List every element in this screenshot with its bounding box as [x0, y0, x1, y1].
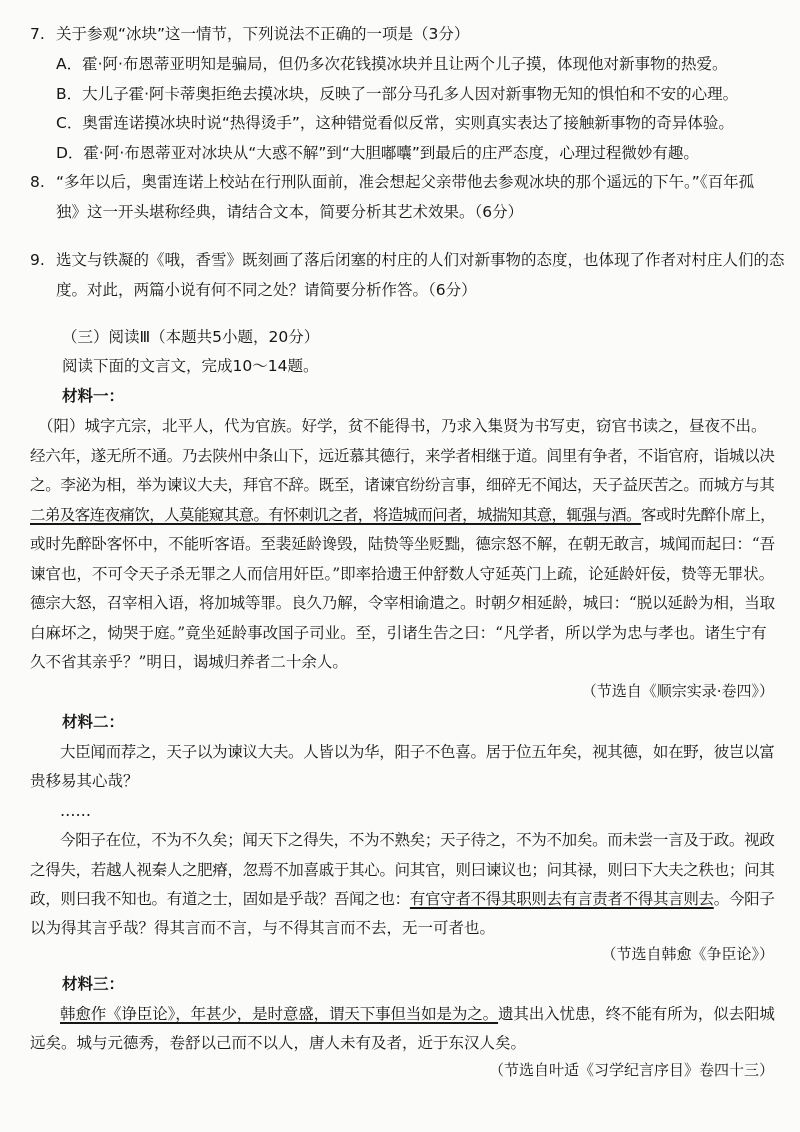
passage-line [30, 564, 774, 584]
question-8-line: “多年以后，奥雷连诺上校站在行刑队面前，准会想起父亲带他去参观冰块的那个遥远的下午。”《百年孤 [56, 173, 755, 191]
passage-text: 白麻坏之，恸哭于庭。”竟坐延龄事改国子司业。至，引诸生告之曰：“凡学者，所以学为忠与孝也。诸生宁有 [30, 624, 767, 642]
question-7-stem: 关于参观“冰块”这一情节，下列说法不正确的一项是（3分） [56, 25, 470, 43]
question-7-option-c: C．奥雷连诺摸冰块时说“热得烫手”，这种错觉看似反常，实则真实表达了接触新事物的奇异体验。 [56, 114, 734, 132]
material-1-source: （节选自《顺宗实录·卷四》） [581, 682, 774, 700]
underlined-sentence: 韩愈作《诤臣论》，年甚少，是时意盛，谓天下事但当如是为之。 [60, 1005, 499, 1023]
passage-text: 久不省其亲乎？”明日，谒城归养者二十余人。 [30, 653, 348, 671]
passage-line [30, 860, 775, 880]
passage-text: 以为得其言乎哉？得其言而不言，与不得其言而不去，无一可者也。 [30, 919, 496, 937]
passage-text: 客或时先醉仆席上， [640, 506, 776, 524]
material-2-label: 材料二： [62, 713, 125, 731]
passage-line [30, 889, 775, 909]
material-2-source: （节选自韩愈《争臣论》） [601, 945, 774, 963]
passage-text: 谏官也，不可令天子杀无罪之人而信用奸臣。”即率拾遗王仲舒数人守延英门上疏，论延龄奸佞，贽等无罪状。 [30, 565, 775, 583]
passage-line [30, 505, 775, 525]
passage-text: 今阳子在位，不为不久矣；闻天下之得失，不为不熟矣；天子待之，不为不加矣。而未尝一言及于政。视政 [60, 831, 775, 849]
passage-text: 经六年，遂无所不通。乃去陕州中条山下，远近慕其德行，来学者相继于道。闾里有争者，不诣官府，诣城以决 [30, 447, 775, 465]
passage-line [30, 771, 139, 791]
question-7-number: 7. [30, 25, 45, 43]
passage-text: 远矣。城与元德秀，卷舒以己而不以人，唐人未有及者，近于东汉人矣。 [30, 1034, 527, 1052]
passage-line [30, 446, 775, 466]
section-title: （三）阅读Ⅲ（本题共5小题，20分） [62, 328, 320, 346]
passage-line [30, 534, 775, 554]
underlined-sentence: 有怀刺讥之者，将造城而问者，城揣知其意，辄强与酒。 [268, 506, 641, 524]
underlined-sentence: 有官守者不得其职则去有言责者不得其言则去 [409, 890, 714, 908]
question-9-line: 度。对此，两篇小说有何不同之处？请简要分析作答。（6分） [56, 281, 477, 299]
passage-line [30, 918, 495, 938]
passage-line [60, 801, 91, 821]
question-7-option-d: D．霍·阿·布恩蒂亚对冰块从“大惑不解”到“大胆嘟囔”到最后的庄严态度，心理过程微妙有趣。 [56, 144, 699, 162]
passage-text: 遗其出入忧患，终不能有所为，似去阳城 [498, 1005, 775, 1023]
question-8-number: 8. [30, 173, 45, 191]
question-8-line: 独》这一开头堪称经典，请结合文本，简要分析其艺术效果。（6分） [56, 203, 524, 221]
question-9-number: 9. [30, 251, 45, 269]
passage-text: 德宗大怒，召宰相入语，将加城等罪。良久乃解，令宰相谕遣之。时朝夕相延龄，城曰：“脱以延龄为相，当取 [30, 594, 775, 612]
passage-line [38, 416, 767, 436]
material-3-label: 材料三： [62, 975, 125, 993]
passage-text: …… [60, 802, 91, 820]
passage-text: 贵移易其心哉？ [30, 772, 139, 790]
material-1-label: 材料一： [62, 387, 125, 405]
passage-text: 大臣闻而荐之，天子以为谏议大夫。人皆以为华，阳子不色喜。居于位五年矣，视其德，如在野，彼岂以富 [60, 743, 775, 761]
passage-line [30, 652, 348, 672]
question-7-option-b: B．大儿子霍·阿卡蒂奥拒绝去摸冰块，反映了一部分马孔多人因对新事物无知的惧怕和不安的心理。 [56, 85, 739, 103]
passage-line [60, 742, 775, 762]
passage-line [60, 1004, 775, 1024]
passage-text: 政，则曰我不知也。有道之士，固如是乎哉？吾闻之也： [30, 890, 410, 908]
passage-text: 之得失，若越人视秦人之肥瘠，忽焉不加喜戚于其心。问其官，则曰谏议也；问其禄，则曰下大夫之秩也；问其 [30, 861, 775, 879]
passage-text: 或时先醉卧客怀中，不能听客语。至裴延龄谗毁，陆贽等坐贬黜，德宗怒不解，在朝无敢言，城闻而起曰：“吾 [30, 535, 775, 553]
passage-text: （阳）城字亢宗，北平人，代为官族。好学，贫不能得书，乃求入集贤为书写吏，窃官书读之，昼夜不出。 [38, 417, 767, 435]
passage-text: 。今阳子 [713, 890, 775, 908]
passage-line [30, 1033, 526, 1053]
section-instruction: 阅读下面的文言文，完成10～14题。 [62, 357, 319, 375]
passage-line [60, 830, 775, 850]
material-3-source: （节选自叶适《习学纪言序目》卷四十三） [488, 1061, 774, 1079]
question-7-option-a: A．霍·阿·布恩蒂亚明知是骗局，但仍多次花钱摸冰块并且让两个儿子摸，体现他对新事物的热爱。 [56, 55, 728, 73]
passage-line [30, 475, 775, 495]
passage-line [30, 623, 767, 643]
passage-text: 之。李泌为相，举为谏议大夫，拜官不辞。既至，诸谏官纷纷言事，细碎无不闻达，天子益厌苦之。而城方与其 [30, 476, 775, 494]
question-9-line: 选文与铁凝的《哦，香雪》既刻画了落后闭塞的村庄的人们对新事物的态度，也体现了作者对村庄人们的态 [56, 251, 785, 269]
underlined-sentence: 二弟及客连夜痛饮，人莫能窥其意。 [30, 506, 269, 524]
passage-line [30, 593, 775, 613]
